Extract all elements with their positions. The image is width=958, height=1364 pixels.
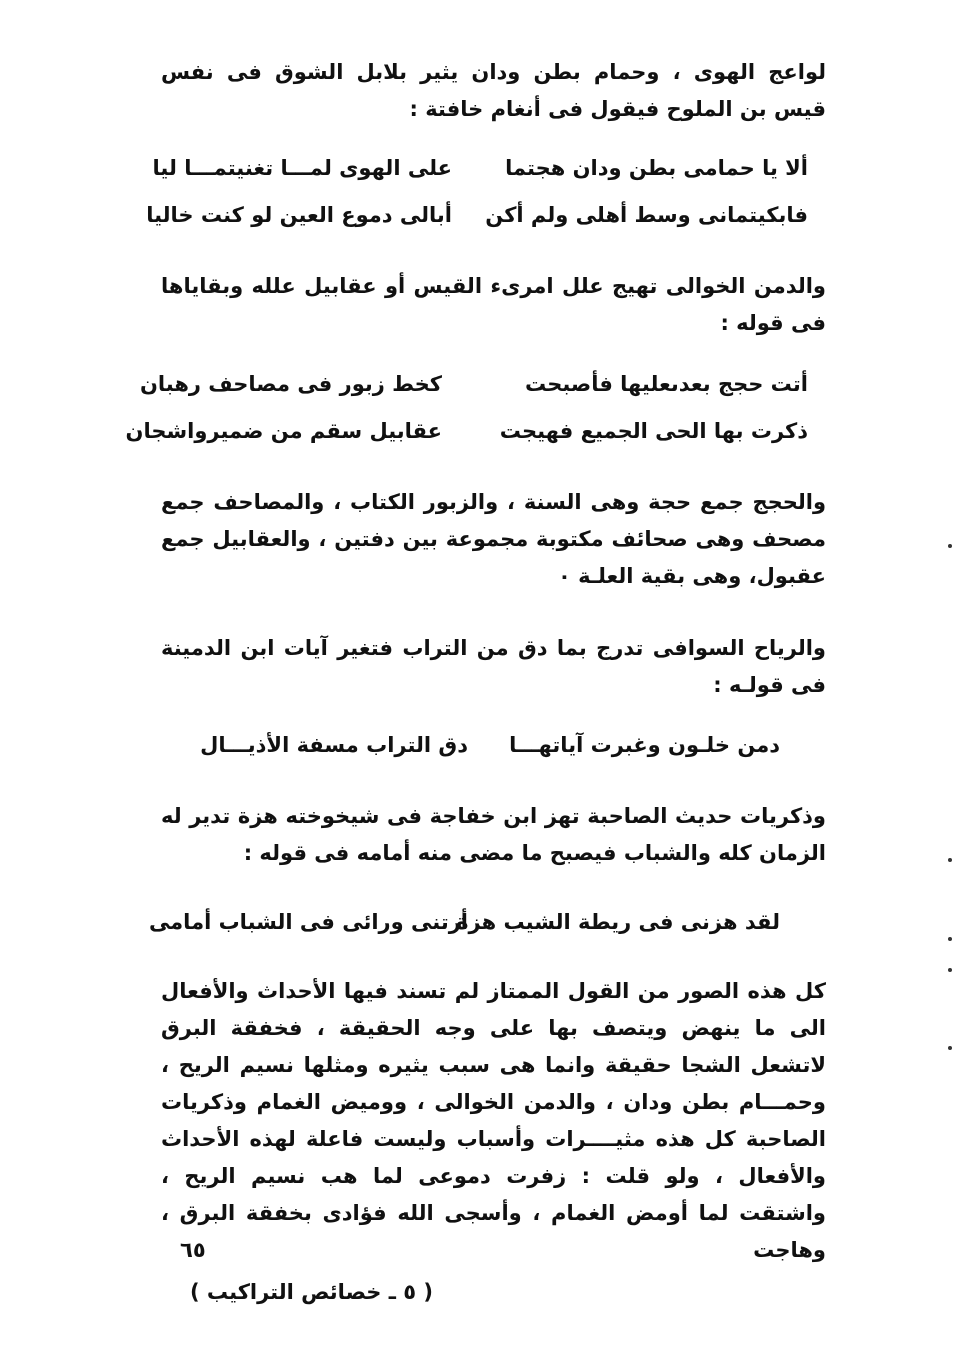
verse-4-first-hemistich: ذكرت بها الحى الجميع فهيجت [499, 419, 808, 443]
verse-5 [158, 733, 808, 773]
verse-5-first-hemistich: دمن خلـون وغبرت آياتهـــا [509, 733, 780, 757]
paragraph-conclusion: كل هذه الصور من القول الممتاز لم تسند فيها الأحداث والأفعال الى ما ينهض ويتصف بها على وجه الحقيقة ، فخفقة البرق لاتشعل الشجا حقيقة وانما هى سبب يثيره ومثلها نسيم الريح ، وحمـــام بطن ودان ، والدمن الخوالى ، ووميض الغمام وذكريات الصاحبة كل هذه مثيــــرات وأسباب وليست فاعلة لهذه الأحداث والأفعال ، ولو قلت : زفرت دموعى لما هب نسيم الريح ، واشتقت لما أومض الغمام ، وأسجى الله فؤادى بخفقة البرق ، وهاجت [161, 979, 826, 1262]
verse-3 [139, 372, 808, 412]
paragraph-glossary: والحجج جمع حجة وهى السنة ، والزبور الكتاب ، والمصاحف جمع مصحف وهى صحائف مكتوبة مجموعة بين دفتين ، والعقابيل جمع عقبول، وهى بقية العلـة ٠ [161, 490, 826, 588]
verse-6 [148, 910, 808, 950]
verse-1-first-hemistich: ألا يا حمامى بطن ودان هجتما [505, 156, 808, 180]
margin-speck [948, 937, 952, 941]
margin-speck [948, 968, 952, 972]
chapter-footer-label: ( ٥ ـ خصائص التراكيب ) [190, 1280, 433, 1304]
verse-3-second-hemistich: كخط زبور فى مصاحف رهبان [139, 372, 442, 396]
verse-4 [125, 419, 808, 459]
verse-1 [152, 156, 808, 196]
verse-1-second-hemistich: على الهوى لمـــا تغنيتمـــا ليا [152, 156, 452, 180]
paragraph-memories: وذكريات حديث الصاحبة تهز ابن خفاجة فى شيخوخته هزة تدير له الزمان كله والشباب فيصبح ما مضى منه أمامه فى قوله : [161, 804, 826, 865]
verse-2-first-hemistich: فابكيتمانى وسط أهلى ولم أكن [485, 203, 808, 227]
verse-6-second-hemistich: أرتنى ورائى فى الشباب أمامى [148, 910, 468, 934]
verse-2-second-hemistich: أبالى دموع العين لو كنت خاليا [146, 203, 452, 227]
verse-5-second-hemistich: دق التراب مسفة الأذيـــال [200, 733, 468, 757]
verse-6-first-hemistich: لقد هزنى فى ريطة الشيب هزة [456, 910, 780, 934]
paragraph-winds: والرياح السوافى تدرج بما دق من التراب فتغير آيات ابن الدمينة فى قولـه : [161, 636, 826, 697]
page-number: ٦٥ [180, 1238, 206, 1262]
margin-speck [948, 1046, 952, 1050]
paragraph-imru-al-qais: والدمن الخوالى تهيج علل امرىء القيس أو عقابيل علله وبقاياها فى قوله : [161, 274, 826, 335]
verse-2 [146, 203, 808, 243]
margin-speck [948, 544, 952, 548]
verse-3-first-hemistich: أتت حجج بعدىعليها فأصبحت [524, 372, 808, 396]
margin-speck [948, 858, 952, 862]
verse-4-second-hemistich: عقابيل سقم من ضميرواشجان [125, 419, 442, 443]
paragraph-intro: لواعج الهوى ، وحمام بطن ودان يثير بلابل الشوق فى نفس قيس بن الملوح فيقول فى أنغام خافتة : [161, 60, 826, 121]
